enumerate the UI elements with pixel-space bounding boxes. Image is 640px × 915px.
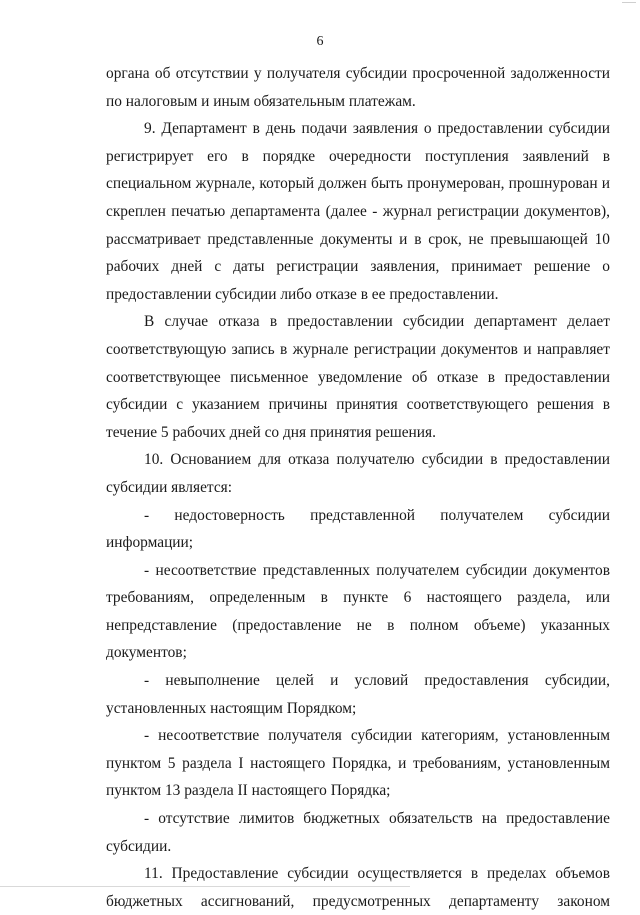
list-item-documents-mismatch: - несоответствие представленных получателем субсидии документов требованиям, определенным в пункте 6 настоящего раздела, или непредставление (предоставление не в полном объеме) указанных документов; (106, 561, 610, 662)
paragraph-clause-9: 9. Департамент в день подачи заявления о предоставлении субсидии регистрирует его в порядке очередности поступления заявлений в специальном журнале, который должен быть пронумерован, прошнурован и скреплен печатью департамента (далее - журнал регистрации документов), рассматривает представленные документы и в срок, не превышающей 10 рабочих дней с даты регистрации заявления, принимает решение о предоставлении субсидии либо отказе в ее предоставлении. (106, 120, 610, 303)
paragraph-clause-10: 10. Основанием для отказа получателю субсидии в предоставлении субсидии является: (106, 451, 610, 496)
paragraph-refusal-case: В случае отказа в предоставлении субсидии департамент делает соответствующую запись в журнале регистрации документов и направляет соответствующее письменное уведомление об отказе в предоставлении субсидии с указанием причины принятия соответствующего решения в течение 5 рабочих дней со дня принятия решения. (106, 313, 610, 441)
list-item-no-budget-limits: - отсутствие лимитов бюджетных обязательств на предоставление субсидии. (106, 810, 610, 855)
list-item-category-mismatch: - несоответствие получателя субсидии категориям, установленным пунктом 5 раздела I настоящего Порядка, и требованиям, установленным пунктом 13 раздела II настоящего Порядка; (106, 727, 610, 800)
document-body (106, 60, 610, 915)
paragraph-clause-11: 11. Предоставление субсидии осуществляется в пределах объемов бюджетных ассигнований, предусмотренных департаменту законом (106, 865, 610, 910)
paragraph-continuation: органа об отсутствии у получателя субсидии просроченной задолженности по налоговым и иным обязательным платежам. (106, 65, 610, 110)
bottom-rule (0, 886, 410, 887)
list-item-unreliable-info: - недостоверность представленной получателем субсидии информации; (106, 506, 610, 552)
list-item-goals-not-met: - невыполнение целей и условий предоставления субсидии, установленных настоящим Порядком; (106, 672, 610, 717)
page-number: 6 (316, 34, 324, 49)
corner-mark (622, 2, 636, 3)
